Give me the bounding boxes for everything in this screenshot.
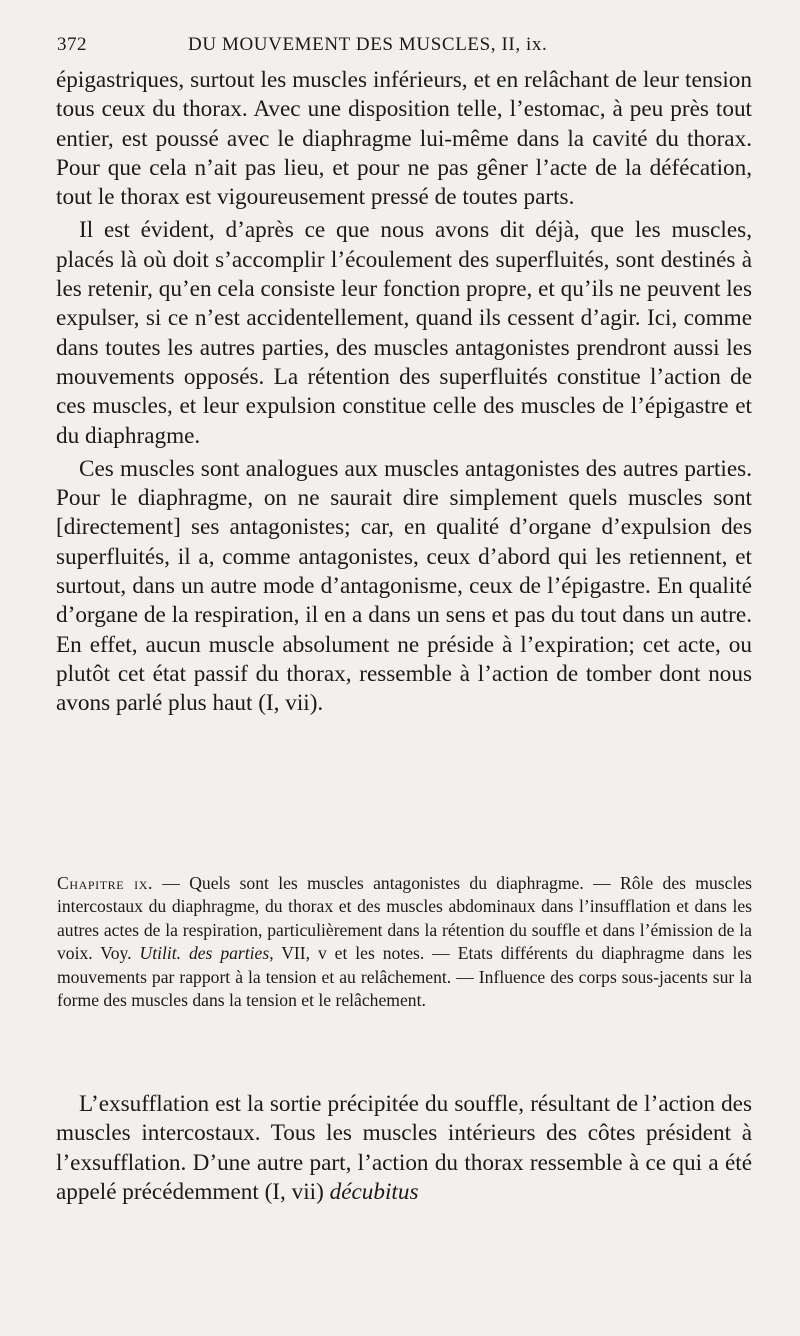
chapter-summary-text [57, 872, 752, 1012]
paragraph: Ces muscles sont analogues aux muscles antagonistes des autres parties. Pour le diaphragme, on ne saurait dire simplement quels muscles sont [directement] ses antagonistes; car, en qualité d’organe d’expulsion des superfluités, il a, comme antagonistes, ceux d’abord qui les retiennent, et surtout, dans un autre mode d’antagonisme, ceux de l’épigastre. En qualité d’organe de la respiration, il en a dans un sens et pas du tout dans un autre. En effet, aucun muscle absolument ne préside à l’expiration; cet acte, ou plutôt cet état passif du thorax, ressemble à l’action de tomber dont nous avons parlé plus haut (I, vii). [56, 455, 752, 717]
paragraph: épigastriques, surtout les muscles inférieurs, et en relâchant de leur tension tous ceux du thorax. Avec une disposition telle, l’estomac, à peu près tout entier, est poussé avec le diaphragme lui-même dans la cavité du thorax. Pour que cela n’ait pas lieu, et pour ne pas gêner l’acte de la défécation, tout le thorax est vigoureusement pressé de toutes parts. [56, 67, 752, 211]
chapter-summary [57, 872, 752, 1012]
chapter-summary-part-2: , VII, v et les notes. — Etats différents du diaphragme dans les mouvements par rapport à la tension et au relâchement. — Influence des corps sous-jacents sur la forme des muscles dans la tension et le relâchement. [57, 943, 752, 1011]
page-header [57, 34, 757, 58]
running-head: DU MOUVEMENT DES MUSCLES, II, ix. [188, 34, 548, 55]
chapter-label: Chapitre ix. [57, 873, 153, 893]
chapter-summary-reference: Utilit. des parties [139, 943, 270, 964]
final-text [56, 1090, 752, 1207]
final-paragraph-italic: décubitus [329, 1178, 419, 1205]
paragraph: Il est évident, d’après ce que nous avons dit déjà, que les muscles, placés là où doit s’accomplir l’écoulement des superfluités, sont destinés à les retenir, qu’en cela consiste leur fonction propre, et qu’ils ne peuvent les expulser, si ce n’est accidentellement, quand ils cessent d’agir. Ici, comme dans toutes les autres parties, des muscles antagonistes prendront aussi les mouvements opposés. La rétention des superfluités constitue l’action de ces muscles, et leur expulsion constitue celle des muscles de l’épigastre et du diaphragme. [56, 217, 752, 449]
main-text [56, 66, 752, 719]
page-number: 372 [57, 34, 87, 55]
final-paragraph-text: L’exsufflation est la sortie précipitée du souffle, résultant de l’action des muscles intercostaux. Tous les muscles intérieurs des côtes président à l’exsufflation. D’une autre part, l’action du thorax ressemble à ce qui a été appelé précédemment (I, vii) [56, 1091, 752, 1205]
final-paragraph [56, 1090, 752, 1207]
chapter-summary-part-1: — Quels sont les muscles antagonistes du diaphragme. — Rôle des muscles intercostaux du diaphragme, du thorax et des muscles abdominaux dans l’insufflation et dans les autres actes de la respiration, particulièrement dans la rétention du souffle et dans l’émission de la voix. Voy. [57, 873, 752, 964]
